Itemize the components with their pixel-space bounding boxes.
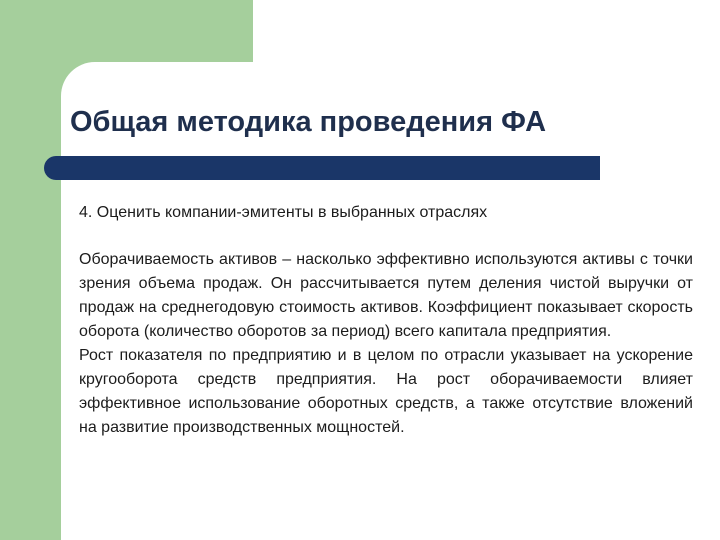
decorative-green-strip — [0, 0, 61, 540]
slide-subtitle: 4. Оценить компании-эмитенты в выбранных отраслях — [79, 204, 488, 221]
body-paragraph: Рост показателя по предприятию и в целом по отрасли указывает на ускорение кругооборота средств предприятия. На рост оборачиваемости влияет эффективное использование оборотных средств, а также отсутствие вложений на развитие производственных мощностей. — [79, 347, 693, 436]
body-paragraph: Оборачиваемость активов – насколько эффективно используются активы с точки зрения объема продаж. Он рассчитывается путем деления чистой выручки от продаж на среднегодовую стоимость активов. Коэффициент показывает скорость оборота (количество оборотов за период) всего капитала предприятия. — [79, 251, 693, 340]
slide-title: Общая методика проведения ФА — [70, 106, 547, 138]
slide-body — [79, 248, 693, 440]
title-underline-bar — [44, 156, 600, 180]
